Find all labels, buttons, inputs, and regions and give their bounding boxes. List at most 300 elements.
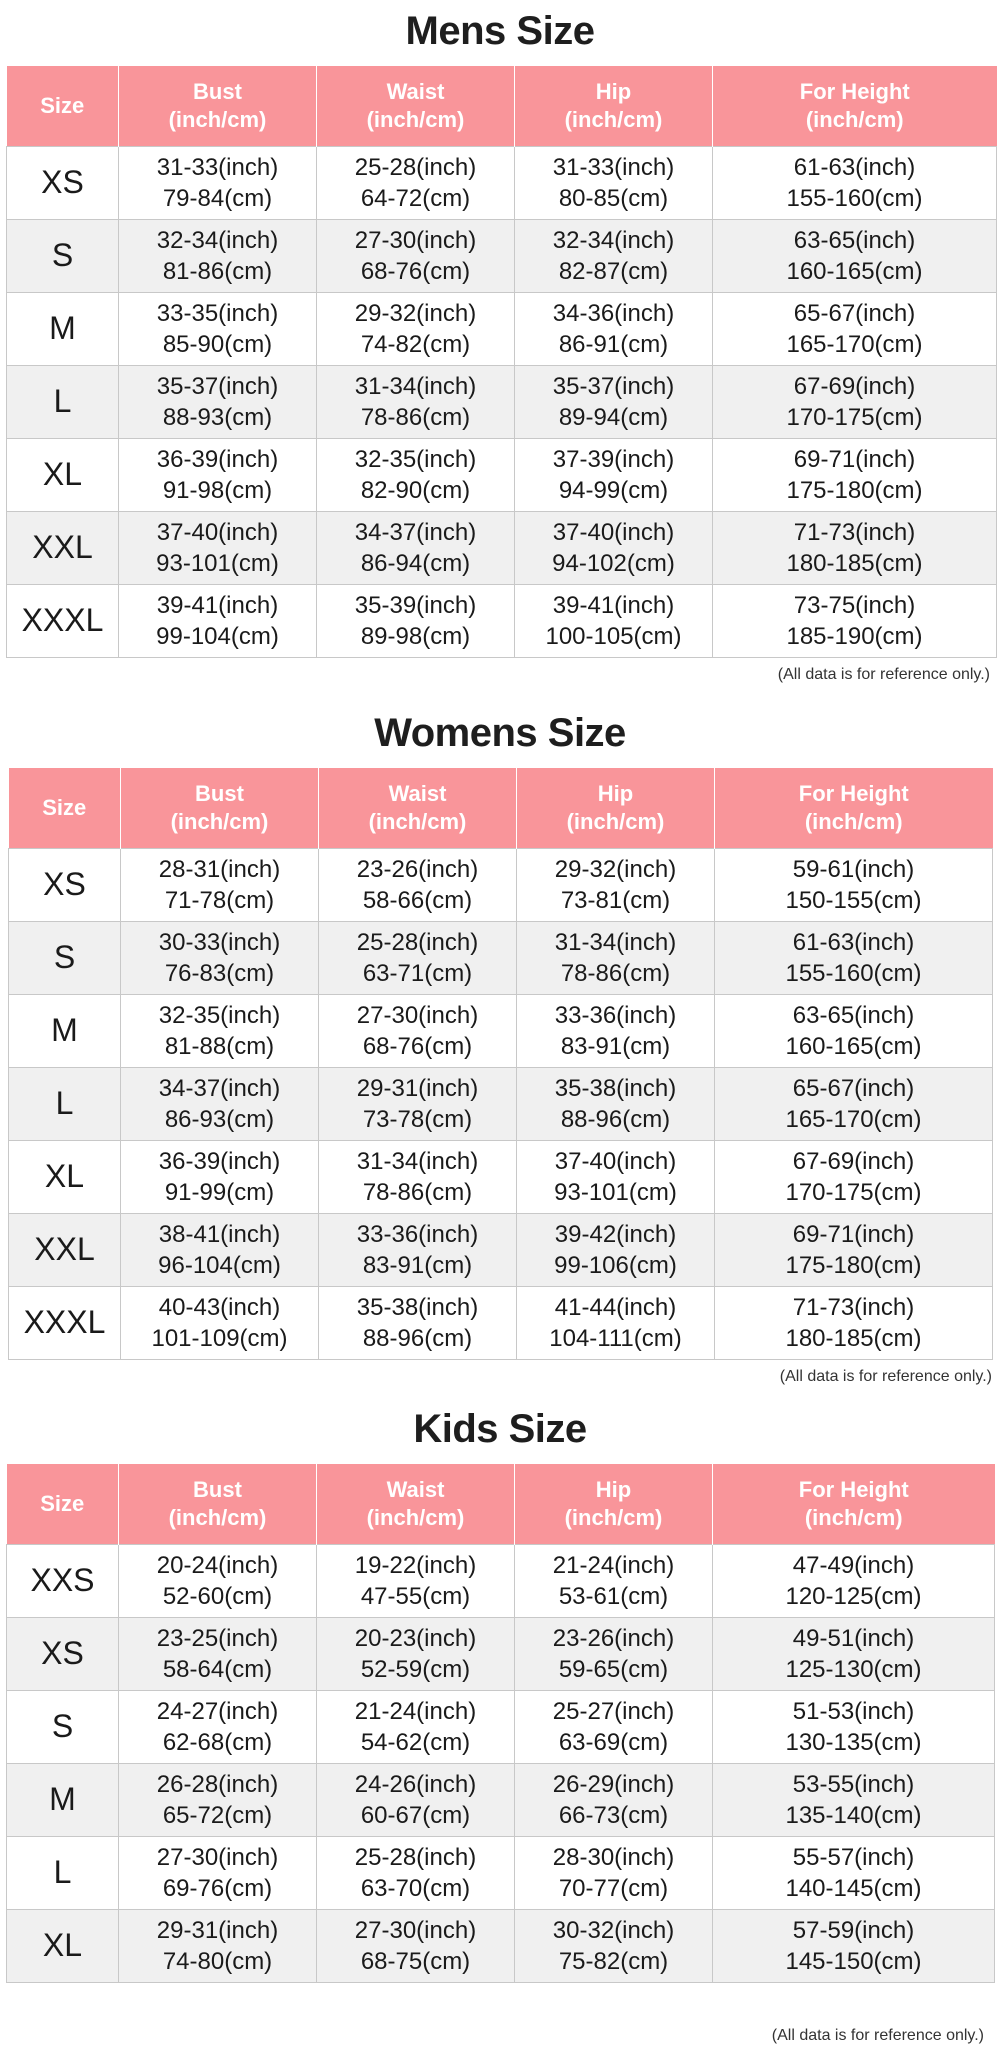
waist-cell: [317, 584, 515, 657]
table-row: [9, 1286, 993, 1359]
bust-inch-value: 29-31(inch): [156, 1916, 279, 1944]
reference-note: (All data is for reference only.): [771, 2027, 984, 2044]
hip-cell: [517, 848, 715, 921]
hip-inch-value: 21-24(inch): [552, 1551, 675, 1579]
hip-inch-value: 29-32(inch): [554, 855, 677, 883]
bust-cm-value: 74-80(cm): [162, 1947, 273, 1975]
size-cell: L: [9, 1067, 121, 1140]
hip-cm-value: 94-102(cm): [552, 549, 675, 577]
table-row: [9, 921, 993, 994]
waist-cell: [319, 1286, 517, 1359]
hip-inch-value: 37-40(inch): [552, 518, 675, 546]
waist-inch-value: 27-30(inch): [356, 1001, 479, 1029]
size-cell: L: [7, 1836, 119, 1909]
bust-cell: [119, 365, 317, 438]
waist-inch-value: 24-26(inch): [354, 1770, 477, 1798]
bust-cm-value: 69-76(cm): [162, 1874, 273, 1902]
hip-inch-value: 33-36(inch): [554, 1001, 677, 1029]
height-cm-value: 185-190(cm): [786, 622, 923, 650]
hip-cell: [515, 365, 713, 438]
waist-cell: [319, 921, 517, 994]
hip-cm-value: 83-91(cm): [560, 1032, 671, 1060]
table-header-row: [9, 768, 993, 848]
waist-cell: [317, 1690, 515, 1763]
bust-inch-value: 27-30(inch): [156, 1843, 279, 1871]
waist-cell: [317, 511, 515, 584]
bust-cell: [119, 1690, 317, 1763]
hip-inch-value: 37-40(inch): [554, 1147, 677, 1175]
waist-cell: [317, 1909, 515, 1982]
hip-cell: [517, 1213, 715, 1286]
bust-cm-value: 62-68(cm): [162, 1728, 273, 1756]
hip-cm-value: 53-61(cm): [558, 1582, 669, 1610]
waist-cm-value: 78-86(cm): [360, 403, 471, 431]
header-bust: Bust (inch/cm): [119, 1464, 317, 1544]
height-inch-value: 73-75(inch): [793, 591, 916, 619]
height-cm-value: 160-165(cm): [785, 1032, 922, 1060]
table-row: [7, 1617, 995, 1690]
hip-cell: [515, 511, 713, 584]
hip-cm-value: 73-81(cm): [560, 886, 671, 914]
bust-cell: [119, 1836, 317, 1909]
bust-inch-value: 30-33(inch): [158, 928, 281, 956]
hip-cm-value: 63-69(cm): [558, 1728, 669, 1756]
waist-cell: [317, 1617, 515, 1690]
header-height: For Height (inch/cm): [713, 1464, 995, 1544]
table-row: [7, 146, 997, 219]
size-cell: XXL: [9, 1213, 121, 1286]
bust-inch-value: 33-35(inch): [156, 299, 279, 327]
hip-inch-value: 23-26(inch): [552, 1624, 675, 1652]
bust-cm-value: 71-78(cm): [164, 886, 275, 914]
height-inch-value: 63-65(inch): [793, 226, 916, 254]
table-row: [9, 1213, 993, 1286]
table-row: [7, 1836, 995, 1909]
size-cell: XXXL: [7, 584, 119, 657]
header-waist: Waist (inch/cm): [317, 1464, 515, 1544]
hip-cm-value: 59-65(cm): [558, 1655, 669, 1683]
bust-cell: [121, 994, 319, 1067]
size-cell: XS: [9, 848, 121, 921]
bust-inch-value: 39-41(inch): [156, 591, 279, 619]
hip-inch-value: 41-44(inch): [554, 1293, 677, 1321]
size-cell: S: [7, 1690, 119, 1763]
height-cell: [713, 1836, 995, 1909]
hip-cell: [515, 584, 713, 657]
waist-cm-value: 47-55(cm): [360, 1582, 471, 1610]
height-cm-value: 155-160(cm): [785, 959, 922, 987]
header-bust: Bust (inch/cm): [121, 768, 319, 848]
bust-cell: [119, 438, 317, 511]
bust-cell: [119, 511, 317, 584]
bust-cm-value: 76-83(cm): [164, 959, 275, 987]
table-row: [9, 1067, 993, 1140]
hip-inch-value: 28-30(inch): [552, 1843, 675, 1871]
table-row: [7, 292, 997, 365]
table-row: [7, 365, 997, 438]
header-size: Size: [7, 66, 119, 146]
bust-inch-value: 35-37(inch): [156, 372, 279, 400]
header-hip: Hip (inch/cm): [515, 1464, 713, 1544]
height-inch-value: 71-73(inch): [792, 1293, 915, 1321]
height-cm-value: 165-170(cm): [786, 330, 923, 358]
bust-cm-value: 81-88(cm): [164, 1032, 275, 1060]
bust-cm-value: 81-86(cm): [162, 257, 273, 285]
height-inch-value: 65-67(inch): [793, 299, 916, 327]
waist-cell: [317, 1544, 515, 1617]
waist-inch-value: 31-34(inch): [356, 1147, 479, 1175]
bust-inch-value: 32-34(inch): [156, 226, 279, 254]
bust-inch-value: 32-35(inch): [158, 1001, 281, 1029]
waist-cm-value: 68-76(cm): [360, 257, 471, 285]
bust-cm-value: 79-84(cm): [162, 184, 273, 212]
bust-inch-value: 38-41(inch): [158, 1220, 281, 1248]
waist-cm-value: 60-67(cm): [360, 1801, 471, 1829]
bust-inch-value: 28-31(inch): [158, 855, 281, 883]
bust-cm-value: 65-72(cm): [162, 1801, 273, 1829]
hip-cell: [517, 921, 715, 994]
height-inch-value: 47-49(inch): [792, 1551, 915, 1579]
height-inch-value: 69-71(inch): [793, 445, 916, 473]
hip-cell: [515, 146, 713, 219]
hip-cm-value: 66-73(cm): [558, 1801, 669, 1829]
size-cell: XXS: [7, 1544, 119, 1617]
height-cell: [713, 1690, 995, 1763]
height-cm-value: 150-155(cm): [785, 886, 922, 914]
bust-cm-value: 93-101(cm): [156, 549, 279, 577]
reference-note: (All data is for reference only.): [779, 1368, 992, 1385]
size-cell: XL: [7, 1909, 119, 1982]
table-row: [7, 1909, 995, 1982]
hip-cm-value: 100-105(cm): [545, 622, 682, 650]
height-cm-value: 120-125(cm): [785, 1582, 922, 1610]
hip-cell: [515, 1544, 713, 1617]
hip-cell: [515, 1690, 713, 1763]
height-cell: [713, 438, 997, 511]
height-inch-value: 57-59(inch): [792, 1916, 915, 1944]
height-cell: [713, 292, 997, 365]
bust-cm-value: 88-93(cm): [162, 403, 273, 431]
size-cell: L: [7, 365, 119, 438]
waist-inch-value: 23-26(inch): [356, 855, 479, 883]
bust-cell: [121, 1067, 319, 1140]
table-row: [7, 438, 997, 511]
hip-inch-value: 35-38(inch): [554, 1074, 677, 1102]
table-row: [7, 584, 997, 657]
header-waist: Waist (inch/cm): [319, 768, 517, 848]
height-cm-value: 170-175(cm): [786, 403, 923, 431]
bust-cell: [119, 1617, 317, 1690]
waist-cm-value: 68-75(cm): [360, 1947, 471, 1975]
bust-inch-value: 24-27(inch): [156, 1697, 279, 1725]
hip-cm-value: 104-111(cm): [549, 1324, 682, 1352]
height-inch-value: 65-67(inch): [792, 1074, 915, 1102]
hip-inch-value: 39-41(inch): [552, 591, 675, 619]
bust-cm-value: 86-93(cm): [164, 1105, 275, 1133]
height-cell: [713, 146, 997, 219]
waist-inch-value: 33-36(inch): [356, 1220, 479, 1248]
bust-inch-value: 36-39(inch): [158, 1147, 281, 1175]
height-cm-value: 155-160(cm): [786, 184, 923, 212]
hip-inch-value: 32-34(inch): [552, 226, 675, 254]
waist-cm-value: 52-59(cm): [360, 1655, 471, 1683]
waist-cm-value: 83-91(cm): [362, 1251, 473, 1279]
height-cm-value: 175-180(cm): [785, 1251, 922, 1279]
height-inch-value: 61-63(inch): [793, 153, 916, 181]
hip-cell: [517, 1286, 715, 1359]
bust-cm-value: 99-104(cm): [156, 622, 279, 650]
table-header-row: [7, 1464, 995, 1544]
hip-cm-value: 70-77(cm): [558, 1874, 669, 1902]
height-inch-value: 49-51(inch): [792, 1624, 915, 1652]
waist-cell: [317, 292, 515, 365]
height-cm-value: 180-185(cm): [785, 1324, 922, 1352]
waist-cm-value: 78-86(cm): [362, 1178, 473, 1206]
bust-cm-value: 101-109(cm): [151, 1324, 288, 1352]
bust-cell: [119, 292, 317, 365]
hip-cm-value: 82-87(cm): [558, 257, 669, 285]
waist-inch-value: 27-30(inch): [354, 226, 477, 254]
bust-inch-value: 26-28(inch): [156, 1770, 279, 1798]
table-header-row: [7, 66, 997, 146]
womens-size-table: [8, 768, 993, 1360]
waist-cell: [319, 1067, 517, 1140]
height-inch-value: 55-57(inch): [792, 1843, 915, 1871]
size-cell: XS: [7, 1617, 119, 1690]
table-row: [9, 1140, 993, 1213]
hip-inch-value: 25-27(inch): [552, 1697, 675, 1725]
section-title: Womens Size: [374, 711, 626, 755]
bust-cell: [121, 848, 319, 921]
table-row: [7, 511, 997, 584]
waist-inch-value: 19-22(inch): [354, 1551, 477, 1579]
height-cell: [715, 1286, 993, 1359]
header-size: Size: [9, 768, 121, 848]
waist-cm-value: 64-72(cm): [360, 184, 471, 212]
bust-cell: [121, 1286, 319, 1359]
bust-inch-value: 20-24(inch): [156, 1551, 279, 1579]
height-cell: [715, 1213, 993, 1286]
height-cell: [713, 365, 997, 438]
waist-cell: [317, 438, 515, 511]
bust-cell: [121, 1213, 319, 1286]
waist-inch-value: 32-35(inch): [354, 445, 477, 473]
header-size: Size: [7, 1464, 119, 1544]
height-inch-value: 67-69(inch): [793, 372, 916, 400]
height-cell: [713, 584, 997, 657]
hip-cell: [515, 219, 713, 292]
header-height: For Height (inch/cm): [715, 768, 993, 848]
waist-cm-value: 58-66(cm): [362, 886, 473, 914]
reference-note: (All data is for reference only.): [777, 666, 990, 683]
height-cell: [715, 1067, 993, 1140]
hip-inch-value: 31-33(inch): [552, 153, 675, 181]
waist-cell: [319, 994, 517, 1067]
waist-inch-value: 29-31(inch): [356, 1074, 479, 1102]
bust-cell: [119, 1909, 317, 1982]
header-hip: Hip (inch/cm): [515, 66, 713, 146]
mens-size-table: [6, 66, 997, 658]
size-cell: M: [7, 1763, 119, 1836]
height-cm-value: 180-185(cm): [786, 549, 923, 577]
height-inch-value: 59-61(inch): [792, 855, 915, 883]
bust-cell: [121, 1140, 319, 1213]
size-cell: XL: [7, 438, 119, 511]
waist-cm-value: 74-82(cm): [360, 330, 471, 358]
hip-cm-value: 80-85(cm): [558, 184, 669, 212]
size-cell: S: [7, 219, 119, 292]
size-cell: XXL: [7, 511, 119, 584]
height-cell: [715, 848, 993, 921]
bust-cm-value: 91-99(cm): [164, 1178, 275, 1206]
size-cell: XL: [9, 1140, 121, 1213]
waist-cell: [317, 146, 515, 219]
table-row: [9, 994, 993, 1067]
hip-cell: [515, 438, 713, 511]
waist-cm-value: 88-96(cm): [362, 1324, 473, 1352]
bust-inch-value: 40-43(inch): [158, 1293, 281, 1321]
bust-cell: [119, 146, 317, 219]
bust-inch-value: 37-40(inch): [156, 518, 279, 546]
waist-cm-value: 86-94(cm): [360, 549, 471, 577]
waist-inch-value: 27-30(inch): [354, 1916, 477, 1944]
size-cell: M: [9, 994, 121, 1067]
bust-inch-value: 23-25(inch): [156, 1624, 279, 1652]
table-row: [7, 1544, 995, 1617]
hip-cell: [515, 292, 713, 365]
section-title: Mens Size: [405, 9, 595, 53]
height-cell: [713, 1544, 995, 1617]
bust-inch-value: 31-33(inch): [156, 153, 279, 181]
size-cell: M: [7, 292, 119, 365]
hip-inch-value: 35-37(inch): [552, 372, 675, 400]
height-cell: [713, 1909, 995, 1982]
height-inch-value: 63-65(inch): [792, 1001, 915, 1029]
hip-cm-value: 78-86(cm): [560, 959, 671, 987]
size-cell: S: [9, 921, 121, 994]
waist-cm-value: 63-71(cm): [362, 959, 473, 987]
bust-cm-value: 58-64(cm): [162, 1655, 273, 1683]
bust-cm-value: 96-104(cm): [158, 1251, 281, 1279]
hip-cell: [517, 1067, 715, 1140]
bust-cell: [121, 921, 319, 994]
height-cell: [713, 1763, 995, 1836]
hip-cm-value: 86-91(cm): [558, 330, 669, 358]
waist-cell: [317, 365, 515, 438]
waist-cm-value: 73-78(cm): [362, 1105, 473, 1133]
bust-cell: [119, 1544, 317, 1617]
hip-cell: [515, 1617, 713, 1690]
bust-cm-value: 91-98(cm): [162, 476, 273, 504]
waist-cell: [317, 219, 515, 292]
size-cell: XXXL: [9, 1286, 121, 1359]
waist-cm-value: 89-98(cm): [360, 622, 471, 650]
height-inch-value: 61-63(inch): [792, 928, 915, 956]
waist-inch-value: 31-34(inch): [354, 372, 477, 400]
height-inch-value: 53-55(inch): [792, 1770, 915, 1798]
waist-inch-value: 25-28(inch): [354, 153, 477, 181]
bust-inch-value: 36-39(inch): [156, 445, 279, 473]
bust-cell: [119, 584, 317, 657]
waist-cell: [319, 1213, 517, 1286]
height-inch-value: 69-71(inch): [792, 1220, 915, 1248]
height-cm-value: 140-145(cm): [785, 1874, 922, 1902]
waist-cm-value: 68-76(cm): [362, 1032, 473, 1060]
header-bust: Bust (inch/cm): [119, 66, 317, 146]
height-cell: [713, 511, 997, 584]
height-cm-value: 135-140(cm): [785, 1801, 922, 1829]
hip-cm-value: 94-99(cm): [558, 476, 669, 504]
height-cm-value: 125-130(cm): [785, 1655, 922, 1683]
waist-cell: [319, 848, 517, 921]
bust-cell: [119, 219, 317, 292]
height-inch-value: 67-69(inch): [792, 1147, 915, 1175]
hip-inch-value: 39-42(inch): [554, 1220, 677, 1248]
hip-cell: [517, 994, 715, 1067]
bust-inch-value: 34-37(inch): [158, 1074, 281, 1102]
bust-cm-value: 52-60(cm): [162, 1582, 273, 1610]
height-cm-value: 170-175(cm): [785, 1178, 922, 1206]
waist-cm-value: 82-90(cm): [360, 476, 471, 504]
hip-inch-value: 30-32(inch): [552, 1916, 675, 1944]
waist-inch-value: 25-28(inch): [356, 928, 479, 956]
bust-cell: [119, 1763, 317, 1836]
height-cell: [713, 219, 997, 292]
waist-cell: [317, 1763, 515, 1836]
hip-inch-value: 31-34(inch): [554, 928, 677, 956]
kids-size-table: [6, 1464, 995, 1983]
header-hip: Hip (inch/cm): [517, 768, 715, 848]
hip-inch-value: 37-39(inch): [552, 445, 675, 473]
height-cm-value: 165-170(cm): [785, 1105, 922, 1133]
height-cm-value: 175-180(cm): [786, 476, 923, 504]
waist-inch-value: 29-32(inch): [354, 299, 477, 327]
height-cm-value: 160-165(cm): [786, 257, 923, 285]
waist-cell: [317, 1836, 515, 1909]
waist-inch-value: 25-28(inch): [354, 1843, 477, 1871]
hip-cell: [515, 1763, 713, 1836]
header-waist: Waist (inch/cm): [317, 66, 515, 146]
height-cell: [713, 1617, 995, 1690]
height-cell: [715, 921, 993, 994]
table-row: [9, 848, 993, 921]
table-row: [7, 219, 997, 292]
waist-inch-value: 35-38(inch): [356, 1293, 479, 1321]
header-height: For Height (inch/cm): [713, 66, 997, 146]
hip-inch-value: 34-36(inch): [552, 299, 675, 327]
hip-cell: [515, 1836, 713, 1909]
height-inch-value: 51-53(inch): [792, 1697, 915, 1725]
waist-inch-value: 20-23(inch): [354, 1624, 477, 1652]
height-cm-value: 145-150(cm): [785, 1947, 922, 1975]
height-cm-value: 130-135(cm): [785, 1728, 922, 1756]
height-cell: [715, 994, 993, 1067]
hip-cm-value: 99-106(cm): [554, 1251, 677, 1279]
height-cell: [715, 1140, 993, 1213]
table-row: [7, 1763, 995, 1836]
hip-cell: [515, 1909, 713, 1982]
hip-cm-value: 93-101(cm): [554, 1178, 677, 1206]
bust-cm-value: 85-90(cm): [162, 330, 273, 358]
hip-cm-value: 88-96(cm): [560, 1105, 671, 1133]
table-row: [7, 1690, 995, 1763]
hip-cm-value: 75-82(cm): [558, 1947, 669, 1975]
waist-cell: [319, 1140, 517, 1213]
size-cell: XS: [7, 146, 119, 219]
section-title: Kids Size: [413, 1407, 587, 1451]
hip-cell: [517, 1140, 715, 1213]
hip-cm-value: 89-94(cm): [558, 403, 669, 431]
